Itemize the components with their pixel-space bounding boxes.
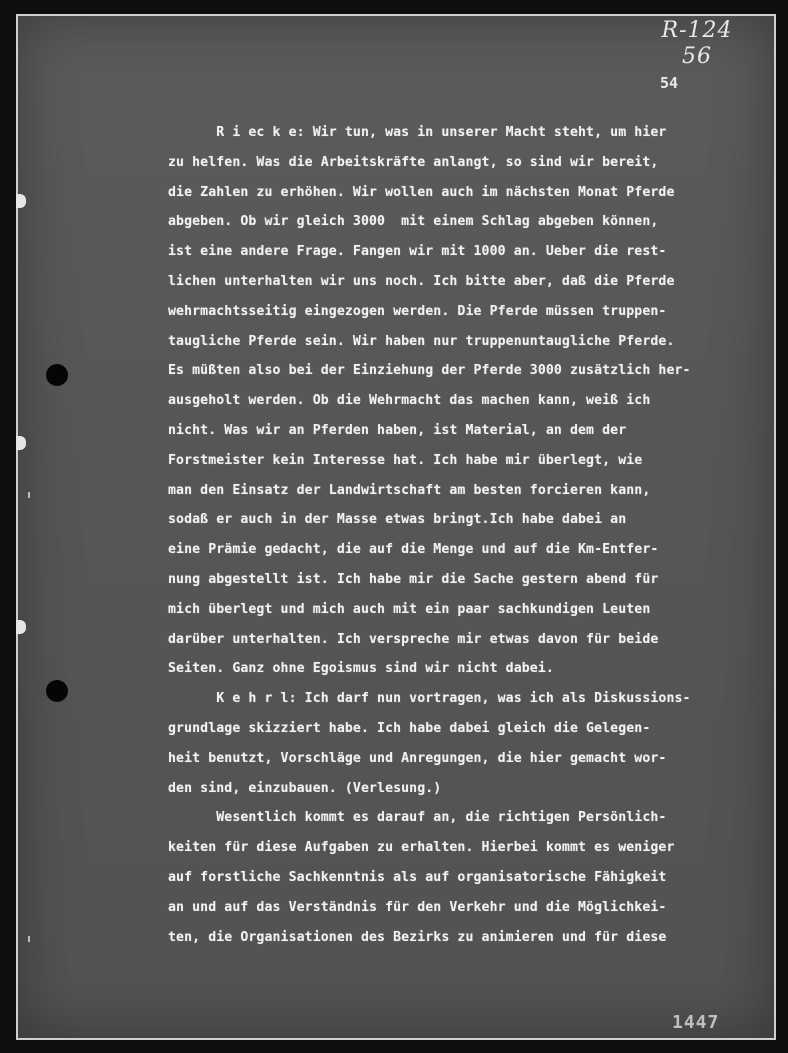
- page-number: 54: [660, 74, 679, 92]
- text-line: eine Prämie gedacht, die auf die Menge und auf die Km-Entfer-: [168, 542, 659, 558]
- handwritten-archive-reference: [652, 18, 742, 70]
- text-line: auf forstliche Sachkenntnis als auf organisatorische Fähigkeit: [168, 869, 667, 885]
- text-line: Forstmeister kein Interesse hat. Ich habe mir überlegt, wie: [168, 452, 643, 468]
- binder-notch-lower: [16, 620, 26, 634]
- typewritten-body: [168, 118, 758, 952]
- punch-hole-bottom: [46, 680, 68, 702]
- text-line: R i ec k e: Wir tun, was in unserer Macht steht, um hier: [168, 125, 667, 140]
- archive-reference-line: R-124: [661, 18, 733, 43]
- text-line: ausgeholt werden. Ob die Wehrmacht das machen kann, weiß ich: [168, 393, 651, 409]
- text-line: Wesentlich kommt es darauf an, die richtigen Persönlich-: [168, 810, 667, 826]
- text-line: ist eine andere Frage. Fangen wir mit 1000 an. Ueber die rest-: [168, 244, 667, 260]
- text-line: Es müßten also bei der Einziehung der Pferde 3000 zusätzlich her-: [168, 363, 691, 379]
- binder-notch-middle: [16, 436, 26, 450]
- text-line: heit benutzt, Vorschläge und Anregungen, die hier gemacht wor-: [168, 750, 667, 766]
- text-line: wehrmachtsseitig eingezogen werden. Die Pferde müssen truppen-: [168, 303, 667, 319]
- text-line: keiten für diese Aufgaben zu erhalten. Hierbei kommt es weniger: [168, 840, 675, 856]
- archive-reference-line: 56: [682, 44, 712, 69]
- text-line: lichen unterhalten wir uns noch. Ich bitte aber, daß die Pferde: [168, 273, 675, 289]
- text-line: an und auf das Verständnis für den Verkehr und die Möglichkei-: [168, 899, 667, 915]
- text-line: K e h r l: Ich darf nun vortragen, was ich als Diskussions-: [168, 691, 691, 707]
- margin-tick: [28, 492, 30, 498]
- text-line: Seiten. Ganz ohne Egoismus sind wir nicht dabei.: [168, 661, 554, 677]
- text-line: darüber unterhalten. Ich verspreche mir etwas davon für beide: [168, 631, 659, 647]
- text-line: die Zahlen zu erhöhen. Wir wollen auch im nächsten Monat Pferde: [168, 184, 675, 200]
- stamp-number: 1447: [672, 1012, 720, 1033]
- text-line: nung abgestellt ist. Ich habe mir die Sache gestern abend für: [168, 571, 659, 587]
- punch-hole-top: [46, 364, 68, 386]
- text-line: mich überlegt und mich auch mit ein paar sachkundigen Leuten: [168, 601, 651, 617]
- margin-tick: [28, 936, 30, 942]
- text-line: ten, die Organisationen des Bezirks zu animieren und für diese: [168, 929, 667, 945]
- text-line: sodaß er auch in der Masse etwas bringt.Ich habe dabei an: [168, 512, 627, 528]
- text-line: zu helfen. Was die Arbeitskräfte anlangt, so sind wir bereit,: [168, 154, 659, 170]
- text-line: abgeben. Ob wir gleich 3000 mit einem Schlag abgeben können,: [168, 214, 659, 230]
- binder-notch-top: [16, 194, 26, 208]
- text-line: man den Einsatz der Landwirtschaft am besten forcieren kann,: [168, 482, 651, 498]
- text-line: den sind, einzubauen. (Verlesung.): [168, 780, 442, 796]
- text-line: nicht. Was wir an Pferden haben, ist Material, an dem der: [168, 422, 627, 438]
- text-line: taugliche Pferde sein. Wir haben nur truppenuntaugliche Pferde.: [168, 333, 675, 349]
- text-line: grundlage skizziert habe. Ich habe dabei gleich die Gelegen-: [168, 720, 651, 736]
